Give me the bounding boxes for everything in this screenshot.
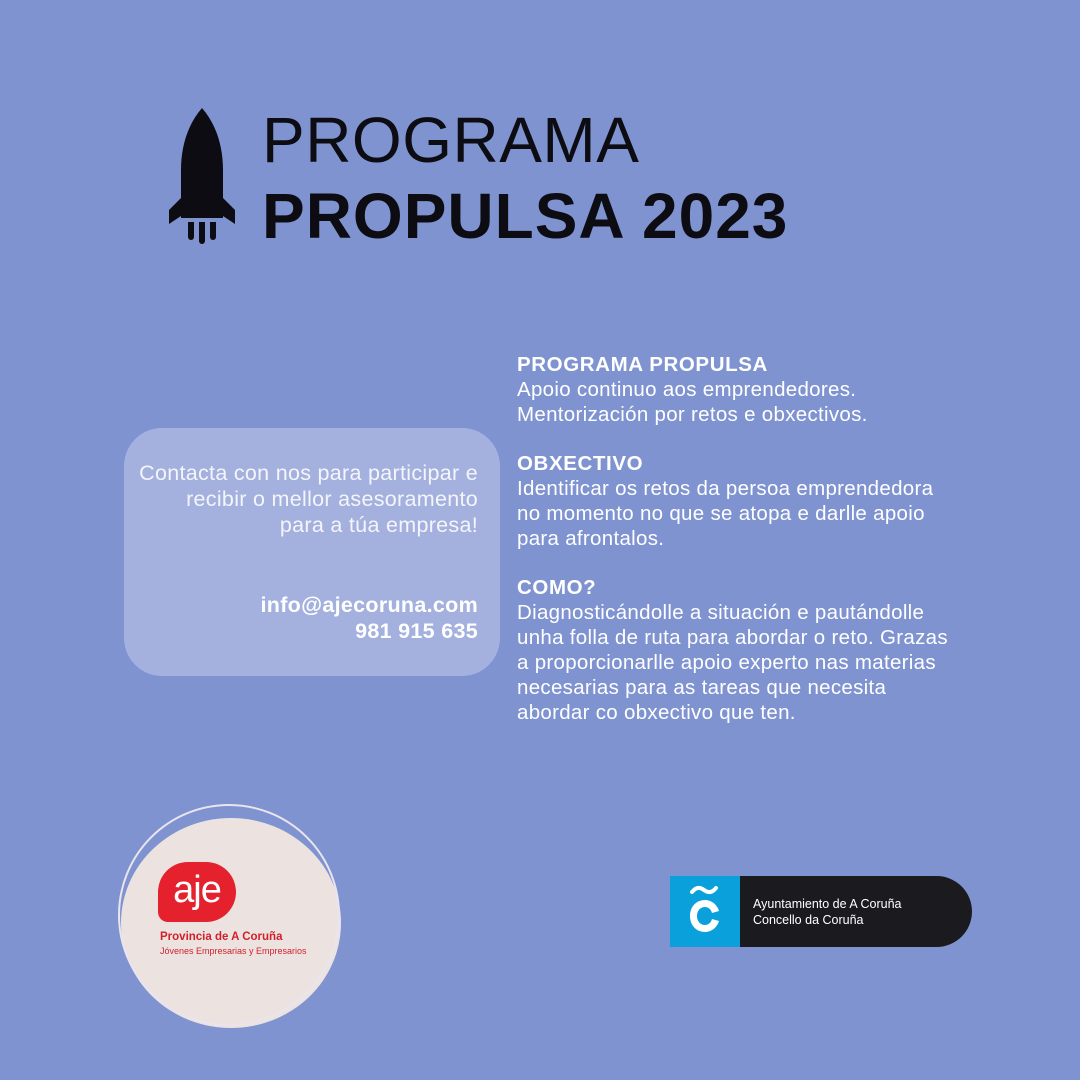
title-line-1: PROGRAMA — [262, 104, 640, 176]
contact-phone[interactable]: 981 915 635 — [355, 619, 478, 643]
aje-logo-province: Provincia de A Coruña — [160, 931, 283, 943]
contact-email[interactable]: info@ajecoruna.com — [260, 593, 478, 617]
section-como — [517, 575, 957, 725]
section-programa-propulsa — [517, 352, 957, 427]
section-body: Diagnosticándolle a situación e pautándolle unha folla de ruta para abordar o reto. Grazas a proporcionarlle apoio experto nas materias necesarias para as tareas que necesita abordar co obxectivo que ten. — [517, 601, 948, 724]
concello-name: Concello da Coruña — [753, 913, 864, 927]
section-heading: OBXECTIVO — [517, 452, 644, 475]
section-body: Identificar os retos da persoa emprendedora no momento no que se atopa e darlle apoio para afrontalos. — [517, 477, 934, 550]
ayuntamiento-c-icon — [670, 876, 740, 947]
aje-logo-ring — [118, 804, 340, 1026]
ayuntamiento-logo — [670, 876, 972, 947]
aje-logo-tagline: Jóvenes Empresarias y Empresarios — [160, 946, 307, 956]
title-line-2: PROPULSA 2023 — [262, 180, 789, 252]
rocket-icon — [166, 106, 238, 244]
contact-box — [124, 428, 500, 676]
section-heading: PROGRAMA PROPULSA — [517, 353, 768, 376]
section-heading: COMO? — [517, 576, 597, 599]
info-sections — [517, 352, 957, 749]
aje-logo-mark: aje — [158, 862, 236, 922]
section-obxectivo — [517, 451, 957, 551]
section-body: Apoio continuo aos emprendedores. Mentorización por retos e obxectivos. — [517, 378, 868, 426]
contact-message: Contacta con nos para participar e recibir o mellor asesoramento para a túa empresa! — [139, 461, 478, 537]
ayuntamiento-name: Ayuntamiento de A Coruña — [753, 897, 902, 911]
